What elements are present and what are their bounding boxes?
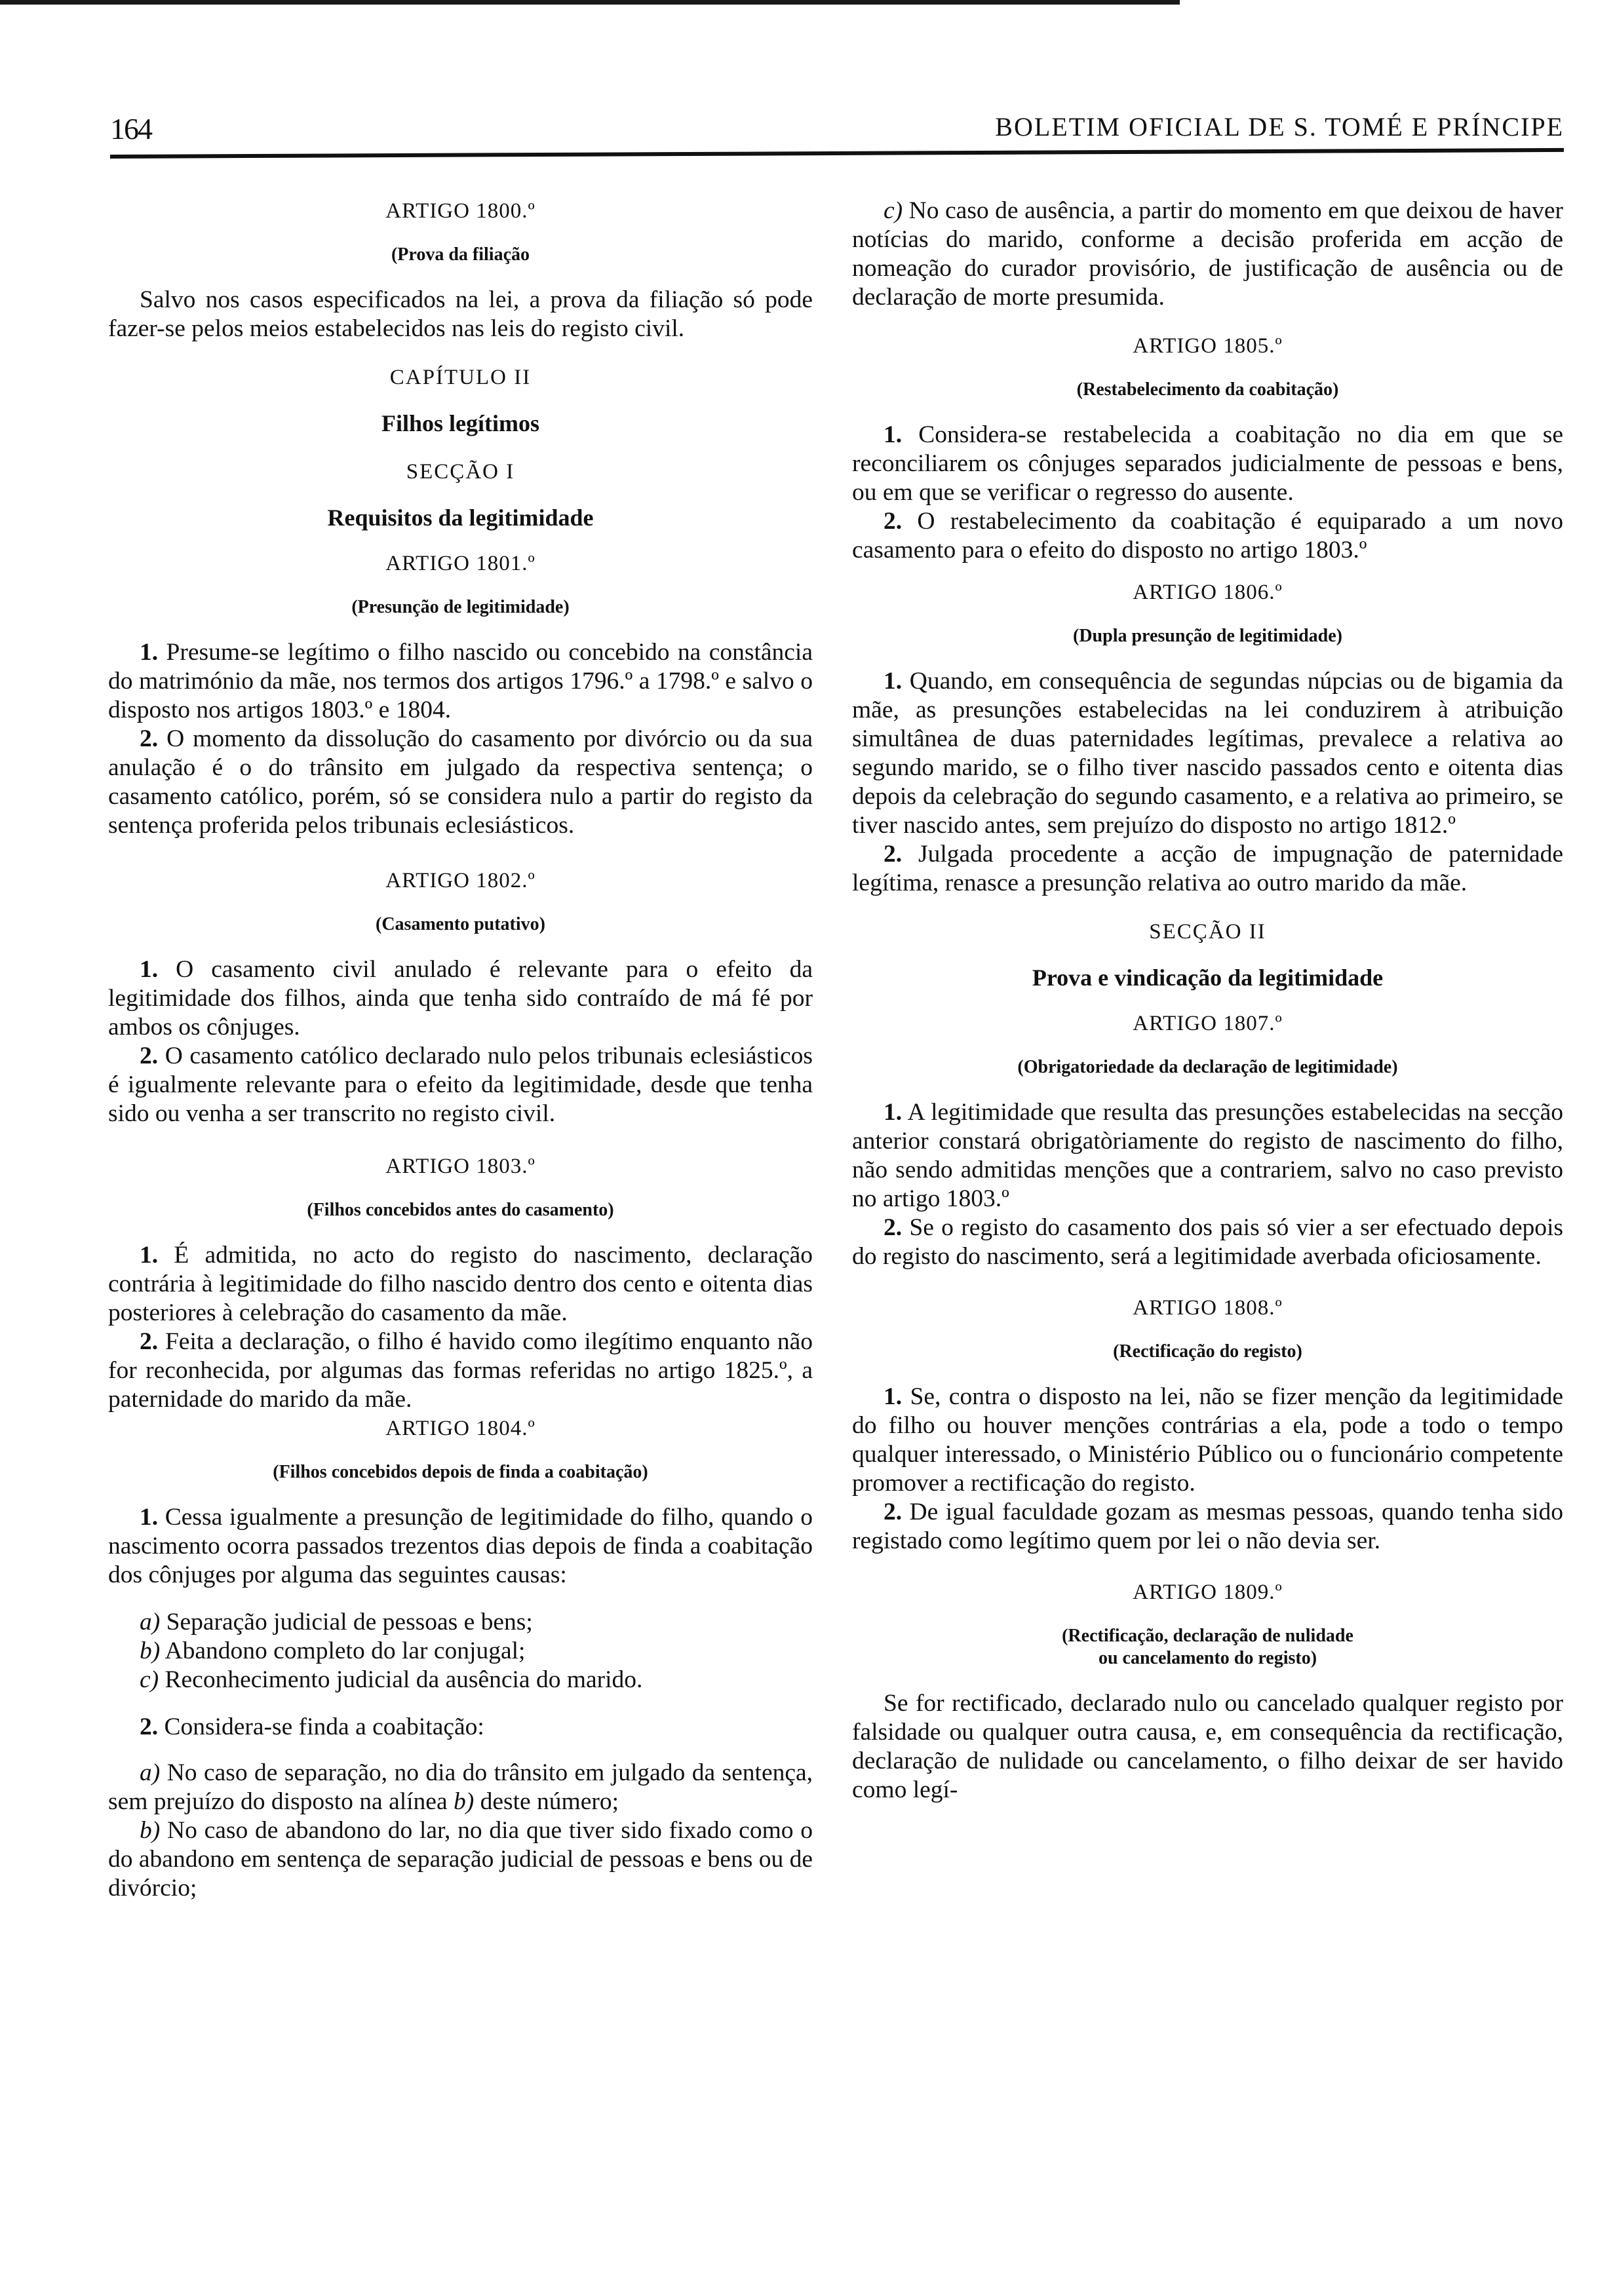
paragraph-number: 1. (884, 421, 903, 448)
running-title: BOLETIM OFICIAL DE S. TOMÉ E PRÍNCIPE (995, 112, 1564, 142)
article-subtitle: (Presunção de legitimidade) (351, 597, 570, 617)
paragraph-number: 2. (140, 1713, 159, 1740)
section-title: Requisitos da legitimidade (327, 505, 594, 531)
paragraph-text: O momento da dissolução do casamento por divórcio ou da sua anulação é o do trânsito em julgado da respectiva sentença; o casamento católico, porém, só se considera nulo a partir do registo da sentença proferida pelos tribunais eclesiásticos. (108, 725, 813, 839)
article-subtitle-line-2: ou cancelamento do registo) (1098, 1648, 1317, 1668)
article-paragraph (108, 725, 813, 840)
article-paragraph (852, 1214, 1563, 1271)
right-column (852, 197, 1563, 1805)
article-paragraph (108, 1042, 813, 1128)
article-paragraph (108, 1241, 813, 1328)
article-paragraph (108, 638, 813, 725)
paragraph-text: Cessa igualmente a presunção de legitimidade do filho, quando o nascimento ocorra passados trezentos dias depois de finda a coabitação dos cônjuges por alguma das seguintes causas: (108, 1504, 813, 1588)
article-title: ARTIGO 1802.º (385, 869, 535, 892)
paragraph-text: O casamento civil anulado é relevante para o efeito da legitimidade dos filhos, ainda que tenha sido contraído de má fé por ambos os cônjuges. (108, 956, 813, 1041)
list-item (108, 1637, 813, 1666)
paragraph-text: Se o registo do casamento dos pais só vier a ser efectuado depois do registo do nascimento, será a legitimidade averbada oficiosamente. (852, 1214, 1563, 1270)
article-title: ARTIGO 1809.º (1133, 1580, 1283, 1604)
list-item (108, 1816, 813, 1903)
article-paragraph: Se for rectificado, declarado nulo ou cancelado qualquer registo por falsidade ou qualquer outra causa, e, em consequência da rectificação, declaração de nulidade ou cancelamento, o filho deixar de ser havido como legí- (852, 1690, 1563, 1803)
list-item (108, 1608, 813, 1637)
left-column (108, 197, 813, 1903)
paragraph-text: O restabelecimento da coabitação é equiparado a um novo casamento para o efeito do disposto no artigo 1803.º (852, 508, 1563, 564)
paragraph-number: 2. (140, 725, 159, 752)
article-paragraph (852, 1498, 1563, 1556)
item-text-tail: deste número; (474, 1788, 619, 1815)
paragraph-text: Considera-se restabelecida a coabitação no dia em que se reconciliarem os cônjuges separados judicialmente de pessoas e bens, ou em que se verificar o regresso do ausente. (852, 421, 1563, 506)
paragraph-number: 2. (884, 1499, 903, 1525)
paragraph-text: Presume-se legítimo o filho nascido ou concebido na constância do matrimónio da mãe, nos termos dos artigos 1796.º a 1798.º e salvo o disposto nos artigos 1803.º e 1804. (108, 639, 813, 723)
paragraph-number: 2. (884, 841, 903, 868)
item-letter: c) (140, 1666, 159, 1693)
paragraph-number: 2. (140, 1043, 159, 1069)
list-item (108, 1759, 813, 1816)
article-title: ARTIGO 1807.º (1133, 1012, 1283, 1035)
article-title: ARTIGO 1808.º (1133, 1296, 1283, 1320)
item-letter: b) (140, 1637, 161, 1664)
article-paragraph (108, 1503, 813, 1590)
article-paragraph (852, 667, 1563, 840)
paragraph-number: 1. (140, 1504, 159, 1531)
article-paragraph (852, 1098, 1563, 1214)
item-text: Abandono completo do lar conjugal; (160, 1637, 526, 1664)
article-title: ARTIGO 1806.º (1133, 581, 1283, 604)
article-title: ARTIGO 1800.º (385, 199, 535, 223)
paragraph-number: 1. (884, 668, 903, 695)
paragraph-number: 1. (884, 1099, 903, 1126)
item-text: No caso de separação, no dia do trânsito em julgado da sentença, sem prejuízo do disposto na alínea (108, 1759, 813, 1815)
paragraph-text: Quando, em consequência de segundas núpcias ou de bigamia da mãe, as presunções estabelecidas na lei conduzirem à atribuição simultânea de duas paternidades legítimas, prevalece a relativa ao segundo marido, se o filho tiver nascido passados cento e oitenta dias depois da celebração do segundo casamento, e a relativa ao primeiro, se tiver nascido antes, sem prejuízo do disposto no artigo 1812.º (852, 668, 1563, 839)
paragraph-number: 1. (140, 1242, 159, 1269)
paragraph-text: De igual faculdade gozam as mesmas pessoas, quando tenha sido registado como legítimo quem por lei o não devia ser. (852, 1499, 1563, 1554)
article-paragraph (108, 955, 813, 1042)
item-text: Reconhecimento judicial da ausência do marido. (159, 1666, 643, 1693)
paragraph-text: A legitimidade que resulta das presunções estabelecidas na secção anterior constará obrigatòriamente do registo de nascimento do filho, não sendo admitidas menções que a contrariem, salvo no caso previsto no artigo 1803.º (852, 1099, 1563, 1212)
paragraph-number: 2. (884, 1214, 903, 1241)
paragraph-text: O casamento católico declarado nulo pelos tribunais eclesiásticos é igualmente relevante para o efeito da legitimidade, desde que tenha sido ou venha a ser transcrito no registo civil. (108, 1043, 813, 1127)
scan-edge-artifact (0, 0, 1615, 7)
article-subtitle: (Restabelecimento da coabitação) (1076, 379, 1339, 400)
article-subtitle: (Filhos concebidos depois de finda a coabitação) (273, 1462, 648, 1482)
paragraph-text: Julgada procedente a acção de impugnação de paternidade legítima, renasce a presunção relativa ao outro marido da mãe. (852, 841, 1563, 896)
item-letter: a) (140, 1609, 161, 1636)
article-paragraph: Salvo nos casos especificados na lei, a prova da filiação só pode fazer-se pelos meios estabelecidos nas leis do registo civil. (108, 286, 813, 342)
article-subtitle: (Casamento putativo) (376, 914, 545, 934)
article-paragraph (852, 421, 1563, 507)
paragraph-text: É admitida, no acto do registo do nascimento, declaração contrária à legitimidade do filho nascido dentro dos cento e oitenta dias posteriores à celebração do casamento da mãe. (108, 1242, 813, 1326)
item-letter: b) (140, 1817, 161, 1844)
item-text: Separação judicial de pessoas e bens; (160, 1609, 533, 1636)
list-item (108, 1666, 813, 1694)
paragraph-text: Se, contra o disposto na lei, não se fizer menção da legitimidade do filho ou houver menções contrárias a ela, pode a todo o tempo qualquer interessado, o Ministério Público ou o funcionário competente promover a rectificação do registo. (852, 1383, 1563, 1497)
paragraph-number: 2. (884, 508, 903, 535)
causes-list (108, 1608, 813, 1694)
section-heading: SECÇÃO I (406, 460, 515, 484)
chapter-heading: CAPÍTULO II (389, 366, 532, 389)
article-title: ARTIGO 1801.º (385, 552, 535, 575)
article-subtitle: (Prova da filiação (391, 244, 530, 265)
article-title: ARTIGO 1803.º (385, 1155, 535, 1178)
item-letter: a) (140, 1759, 161, 1786)
chapter-title: Filhos legítimos (381, 410, 539, 436)
page-number: 164 (110, 112, 151, 145)
article-subtitle: (Rectificação do registo) (1113, 1341, 1302, 1362)
paragraph-number: 2. (140, 1328, 159, 1355)
article-subtitle: (Obrigatoriedade da declaração de legitimidade) (1017, 1057, 1398, 1077)
article-subtitle: (Filhos concebidos antes do casamento) (307, 1200, 614, 1220)
section-heading: SECÇÃO II (1149, 920, 1266, 944)
list-item (852, 197, 1563, 312)
article-paragraph (108, 1328, 813, 1414)
item-text: No caso de ausência, a partir do momento em que deixou de haver notícias do marido, conforme a decisão proferida em acção de nomeação do curador provisório, de justificação de ausência ou de declaração de morte presumida. (852, 197, 1563, 311)
item-letter: c) (884, 197, 903, 224)
article-title: ARTIGO 1805.º (1133, 334, 1283, 358)
paragraph-number: 1. (884, 1383, 903, 1410)
page-header (110, 105, 1564, 151)
article-paragraph (852, 840, 1563, 898)
article-paragraph (852, 507, 1563, 565)
section-title: Prova e vindicação da legitimidade (1032, 965, 1384, 991)
paragraph-text: Feita a declaração, o filho é havido como ilegítimo enquanto não for reconhecida, por algumas das formas referidas no artigo 1825.º, a paternidade do marido da mãe. (108, 1328, 813, 1413)
item-reference: b) (453, 1788, 475, 1815)
paragraph-number: 1. (140, 639, 159, 666)
item-text: No caso de abandono do lar, no dia que tiver sido fixado como o do abandono em sentença de separação judicial de pessoas e bens ou de divórcio; (108, 1817, 813, 1902)
paragraph-text: Considera-se finda a coabitação: (158, 1713, 484, 1740)
article-paragraph (108, 1713, 813, 1742)
article-subtitle: (Dupla presunção de legitimidade) (1073, 626, 1342, 646)
paragraph-number: 1. (140, 956, 159, 983)
article-paragraph (852, 1383, 1563, 1498)
article-title: ARTIGO 1804.º (385, 1417, 535, 1440)
article-subtitle-line-1: (Rectificação, declaração de nulidade (1062, 1626, 1353, 1646)
